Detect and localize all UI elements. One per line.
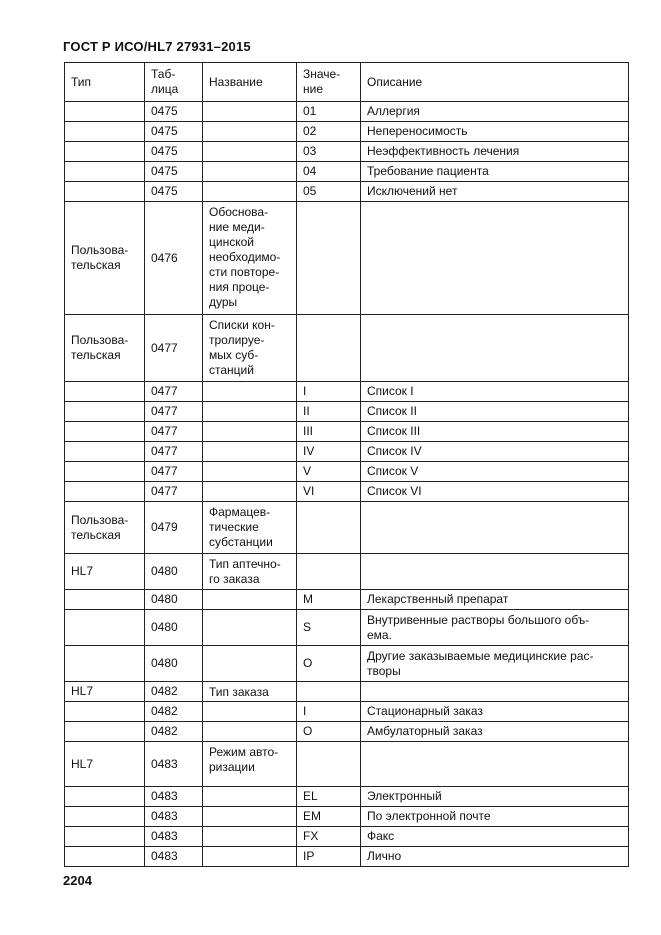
name-cell [203,646,297,682]
name-cell [203,402,297,422]
value-cell: II [297,402,361,422]
value-cell: III [297,422,361,442]
table-cell: 0480 [145,554,203,590]
type-cell [65,722,145,742]
type-cell [65,382,145,402]
name-cell [203,847,297,867]
table-cell: 0475 [145,182,203,202]
table-row [65,590,629,610]
table-row [65,847,629,867]
page-number: 2204 [63,873,92,888]
table-row [65,554,629,590]
type-cell [65,462,145,482]
type-cell [65,102,145,122]
table-row [65,702,629,722]
column-header-table: Таб- лица [145,63,203,102]
value-cell: IV [297,442,361,462]
name-cell [203,122,297,142]
table-row [65,742,629,787]
value-cell: 01 [297,102,361,122]
description-cell: Факс [361,827,629,847]
value-cell: I [297,382,361,402]
value-cell: EM [297,807,361,827]
type-cell [65,787,145,807]
value-cell: V [297,462,361,482]
value-cell: O [297,722,361,742]
table-row [65,202,629,315]
name-cell [203,142,297,162]
name-cell [203,482,297,502]
description-cell: Список VI [361,482,629,502]
type-cell [65,142,145,162]
name-cell: Тип аптечно- го заказа [203,554,297,590]
table-row [65,722,629,742]
name-cell: Фармацев- тические субстанции [203,502,297,554]
description-cell [361,742,629,787]
name-cell [203,702,297,722]
type-cell [65,422,145,442]
table-cell: 0482 [145,722,203,742]
table-cell: 0477 [145,402,203,422]
description-cell: Внутривенные растворы большого объ- ема. [361,610,629,646]
type-cell [65,702,145,722]
table-row [65,610,629,646]
table-row [65,807,629,827]
column-header-name: Название [203,63,297,102]
code-table [64,62,629,867]
name-cell: Тип заказа [203,682,297,702]
description-cell: Список I [361,382,629,402]
table-cell: 0480 [145,646,203,682]
value-cell [297,682,361,702]
description-cell: Стационарный заказ [361,702,629,722]
description-cell: Список V [361,462,629,482]
description-cell: Амбулаторный заказ [361,722,629,742]
description-cell [361,502,629,554]
value-cell: O [297,646,361,682]
name-cell [203,182,297,202]
type-cell: Пользова- тельская [65,202,145,315]
description-cell [361,315,629,382]
name-cell [203,102,297,122]
name-cell [203,610,297,646]
table-row [65,682,629,702]
name-cell [203,807,297,827]
description-cell: Аллергия [361,102,629,122]
column-header-description: Описание [361,63,629,102]
value-cell: EL [297,787,361,807]
table-row [65,787,629,807]
table-cell: 0483 [145,742,203,787]
value-cell: 05 [297,182,361,202]
table-row [65,827,629,847]
description-cell: Неэффективность лечения [361,142,629,162]
table-cell: 0480 [145,590,203,610]
value-cell [297,502,361,554]
name-cell: Режим авто- ризации [203,742,297,787]
table-cell: 0483 [145,807,203,827]
value-cell [297,315,361,382]
name-cell [203,162,297,182]
table-cell: 0482 [145,682,203,702]
document-header: ГОСТ Р ИСО/HL7 27931–2015 [63,39,251,54]
type-cell: Пользова- тельская [65,315,145,382]
table-row [65,102,629,122]
description-cell: Непереносимость [361,122,629,142]
table-cell: 0479 [145,502,203,554]
description-cell: Список III [361,422,629,442]
value-cell: VI [297,482,361,502]
table-cell: 0483 [145,847,203,867]
table-cell: 0475 [145,102,203,122]
type-cell [65,162,145,182]
description-cell: Список II [361,402,629,422]
type-cell [65,482,145,502]
description-cell: Лекарственный препарат [361,590,629,610]
table-cell: 0477 [145,315,203,382]
table-row [65,482,629,502]
table-cell: 0475 [145,162,203,182]
table-cell: 0477 [145,442,203,462]
value-cell: IP [297,847,361,867]
description-cell: Список IV [361,442,629,462]
table-row [65,142,629,162]
name-cell [203,422,297,442]
type-cell [65,442,145,462]
description-cell: Исключений нет [361,182,629,202]
value-cell: 02 [297,122,361,142]
table-row [65,382,629,402]
value-cell: 03 [297,142,361,162]
name-cell [203,382,297,402]
table-cell: 0483 [145,787,203,807]
name-cell [203,827,297,847]
type-cell [65,590,145,610]
table-row [65,646,629,682]
table-cell: 0477 [145,422,203,442]
table-cell: 0477 [145,482,203,502]
description-cell: Требование пациента [361,162,629,182]
table-row [65,315,629,382]
type-cell [65,182,145,202]
table-cell: 0477 [145,382,203,402]
type-cell [65,610,145,646]
table-row [65,422,629,442]
table-cell: 0477 [145,462,203,482]
type-cell [65,827,145,847]
description-cell [361,554,629,590]
type-cell: HL7 [65,554,145,590]
column-header-type: Тип [65,63,145,102]
value-cell: FX [297,827,361,847]
value-cell: I [297,702,361,722]
table-row [65,402,629,422]
name-cell [203,722,297,742]
description-cell: По электронной почте [361,807,629,827]
type-cell: Пользова- тельская [65,502,145,554]
description-cell [361,682,629,702]
type-cell: HL7 [65,682,145,702]
type-cell [65,646,145,682]
table-header-row [65,63,629,102]
table-row [65,502,629,554]
table-row [65,462,629,482]
name-cell [203,590,297,610]
type-cell: HL7 [65,742,145,787]
value-cell [297,202,361,315]
table-row [65,442,629,462]
table-cell: 0475 [145,142,203,162]
table-cell: 0480 [145,610,203,646]
value-cell [297,742,361,787]
type-cell [65,847,145,867]
description-cell: Другие заказываемые медицинские рас- творы [361,646,629,682]
column-header-value: Значе- ние [297,63,361,102]
table-cell: 0476 [145,202,203,315]
type-cell [65,122,145,142]
type-cell [65,807,145,827]
description-cell: Электронный [361,787,629,807]
table-row [65,162,629,182]
table-cell: 0482 [145,702,203,722]
description-cell: Лично [361,847,629,867]
name-cell [203,787,297,807]
description-cell [361,202,629,315]
value-cell: M [297,590,361,610]
name-cell [203,462,297,482]
value-cell: S [297,610,361,646]
name-cell [203,442,297,462]
table-cell: 0483 [145,827,203,847]
table-row [65,122,629,142]
value-cell: 04 [297,162,361,182]
value-cell [297,554,361,590]
table-cell: 0475 [145,122,203,142]
name-cell: Списки кон- тролируе- мых суб- станций [203,315,297,382]
table-row [65,182,629,202]
type-cell [65,402,145,422]
name-cell: Обоснова- ние меди- цинской необходимо- сти повторе- ния проце- дуры [203,202,297,315]
